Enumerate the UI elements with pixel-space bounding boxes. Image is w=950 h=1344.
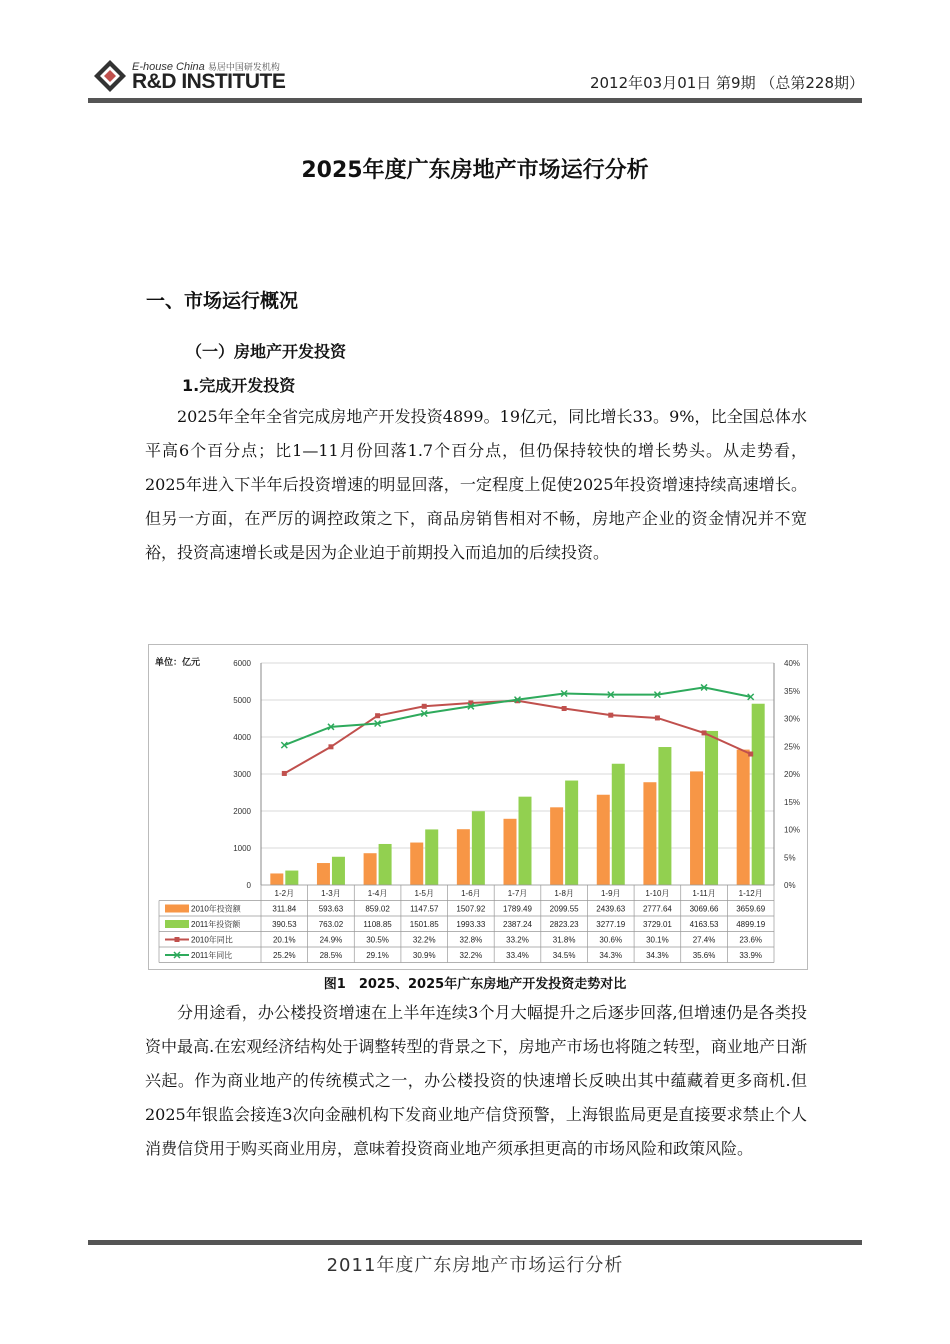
x-tick-label: 1-6月	[461, 889, 481, 898]
y-tick-label: 4000	[233, 733, 251, 742]
data-label: 33.4%	[506, 951, 529, 960]
y2-tick-label: 10%	[784, 825, 801, 835]
bar	[425, 829, 438, 885]
bar	[457, 829, 470, 885]
data-label: 4163.53	[689, 920, 719, 929]
data-label: 1501.85	[409, 920, 439, 929]
line-point	[282, 771, 287, 776]
data-label: 20.1%	[272, 935, 296, 945]
bar	[565, 781, 578, 885]
x-tick-label: 1-2月	[274, 889, 295, 898]
subsection-heading: （一）房地产开发投资	[186, 342, 347, 361]
data-label: 33.9%	[739, 951, 763, 960]
data-label: 31.8%	[552, 935, 576, 945]
data-label: 593.63	[318, 904, 344, 914]
x-tick-label: 1-9月	[600, 889, 621, 898]
unit-label: 单位：亿元	[155, 657, 201, 667]
data-label: 25.2%	[272, 951, 296, 960]
bar	[597, 795, 610, 885]
data-label: 390.53	[272, 920, 297, 929]
x-tick-label: 1-7月	[507, 889, 528, 898]
bar	[658, 747, 671, 885]
bar	[285, 871, 298, 885]
data-label: 3659.69	[736, 904, 766, 914]
y2-tick-label: 35%	[784, 686, 801, 696]
data-label: 763.02	[318, 920, 344, 929]
data-label: 28.5%	[319, 951, 343, 960]
y-tick-label: 6000	[233, 659, 251, 668]
chart-container	[148, 644, 808, 970]
data-label: 33.2%	[506, 935, 529, 945]
data-label: 32.2%	[459, 951, 483, 960]
data-label: 2777.64	[642, 904, 672, 914]
legend-label: 2010年投资额	[191, 904, 241, 914]
bar	[752, 704, 765, 885]
data-label: 859.02	[365, 904, 390, 914]
x-tick-label: 1-3月	[321, 889, 341, 898]
legend-marker	[175, 937, 180, 942]
bar	[379, 844, 392, 885]
y2-tick-label: 30%	[784, 714, 801, 724]
data-label: 34.3%	[646, 951, 669, 960]
y-tick-label: 2000	[233, 807, 251, 816]
y2-tick-label: 25%	[784, 742, 801, 752]
x-tick-label: 1-12月	[738, 889, 763, 898]
legend-swatch	[165, 920, 189, 928]
bar	[504, 819, 517, 885]
data-label: 30.6%	[599, 935, 623, 945]
bar	[737, 750, 750, 885]
data-label: 32.8%	[459, 935, 483, 945]
y2-tick-label: 40%	[784, 659, 801, 668]
data-label: 2439.63	[596, 904, 626, 914]
footer-title: 2011年度广东房地产市场运行分析	[326, 1255, 624, 1276]
data-label: 30.9%	[412, 951, 436, 960]
investment-chart	[149, 645, 807, 969]
issue-info: 2012年03月01日 第9期 （总第228期）	[589, 74, 864, 92]
bar	[472, 811, 485, 885]
bar	[612, 764, 625, 885]
data-label: 29.1%	[366, 951, 389, 960]
bar	[643, 782, 656, 885]
data-label: 4899.19	[736, 920, 766, 929]
data-label: 24.9%	[319, 935, 343, 945]
data-label: 1993.33	[456, 920, 486, 929]
data-label: 34.5%	[552, 951, 576, 960]
y2-tick-label: 0%	[784, 881, 796, 890]
bar	[364, 853, 377, 885]
data-label: 27.4%	[692, 935, 716, 945]
y-tick-label: 3000	[233, 770, 251, 779]
line-point	[422, 704, 427, 709]
legend-label: 2011年投资额	[191, 920, 241, 929]
line-point	[375, 713, 380, 718]
page-title: 2025年度广东房地产市场运行分析	[301, 158, 649, 183]
data-label: 2387.24	[503, 920, 532, 929]
paragraph-office: 分用途看，办公楼投资增速在上半年连续3个月大幅提升之后逐步回落,但增速仍是各类投资中最高.在宏观经济结构处于调整转型的背景之下，房地产市场也将随之转型，商业地产日渐兴起。作为商业地产的传统模式之一，办公楼投资的快速增长反映出其中蕴藏着更多商机.但2025年银监会接连3次向金融机构下发商业地产信贷预警，上海银监局更是直接要求禁止个人消费信贷用于购买商业用房，意味着投资商业地产须承担更高的市场风险和政策风险。	[145, 1003, 807, 1158]
logo-icon	[92, 58, 128, 94]
bar	[270, 873, 283, 885]
bar	[332, 857, 345, 885]
bar	[519, 797, 532, 885]
bar	[317, 863, 330, 885]
y-tick-label: 5000	[233, 696, 251, 705]
bar	[690, 771, 703, 885]
subsubsection-heading: 1.完成开发投资	[182, 376, 296, 395]
line-point	[328, 744, 333, 749]
line-point	[562, 706, 567, 711]
y2-tick-label: 20%	[784, 770, 801, 779]
legend-label: 2010年同比	[191, 935, 233, 945]
series-line	[284, 687, 750, 745]
x-tick-label: 1-10月	[645, 889, 670, 898]
legend-swatch	[165, 905, 189, 913]
line-point	[608, 713, 613, 718]
line-point	[655, 715, 660, 720]
bar	[410, 843, 423, 885]
figure-caption: 图1 2025、2025年广东房地产开发投资走势对比	[323, 977, 627, 992]
data-label: 30.5%	[366, 935, 389, 945]
data-label: 2823.23	[549, 920, 579, 929]
y2-tick-label: 15%	[784, 797, 801, 807]
data-label: 23.6%	[739, 935, 763, 945]
data-label: 1108.85	[363, 920, 392, 929]
x-tick-label: 1-4月	[367, 889, 388, 898]
data-label: 1507.92	[456, 904, 486, 914]
x-tick-label: 1-8月	[554, 889, 574, 898]
data-label: 2099.55	[549, 904, 579, 914]
data-label: 3069.66	[689, 904, 719, 914]
legend-label: 2011年同比	[191, 951, 233, 960]
footer-divider	[88, 1240, 862, 1245]
data-label: 311.84	[272, 904, 297, 914]
data-label: 1147.57	[410, 904, 439, 914]
line-point	[702, 730, 707, 735]
x-tick-label: 1-11月	[692, 889, 716, 898]
data-label: 3277.19	[596, 920, 626, 929]
line-point	[748, 752, 753, 757]
x-tick-label: 1-5月	[414, 889, 435, 898]
section-heading: 一、市场运行概况	[146, 290, 299, 312]
paragraph-investment: 2025年全年全省完成房地产开发投资4899。19亿元，同比增长33。9%，比全国总体水平高6个百分点；比1—11月份回落1.7个百分点，但仍保持较快的增长势头。从走势看，2025年进入下半年后投资增速的明显回落，一定程度上促使2025年投资增速持续高速增长。但另一方面，在严厉的调控政策之下，商品房销售相对不畅，房地产企业的资金情况并不宽裕，投资高速增长或是因为企业迫于前期投入而追加的后续投资。	[145, 407, 807, 562]
y-tick-label: 0	[246, 881, 251, 890]
bar	[550, 807, 563, 885]
header-divider	[88, 98, 862, 103]
data-label: 32.2%	[412, 935, 436, 945]
data-label: 30.1%	[646, 935, 669, 945]
data-label: 3729.01	[642, 920, 672, 929]
data-label: 34.3%	[599, 951, 623, 960]
logo-wordmark: R&D INSTITUTE	[132, 70, 286, 93]
logo-subtitle: E-house China 易居中国研发机构	[132, 61, 280, 73]
y-tick-label: 1000	[233, 844, 251, 853]
y2-tick-label: 5%	[784, 853, 796, 863]
data-label: 35.6%	[692, 951, 716, 960]
bar	[705, 731, 718, 885]
data-label: 1789.49	[503, 904, 532, 914]
